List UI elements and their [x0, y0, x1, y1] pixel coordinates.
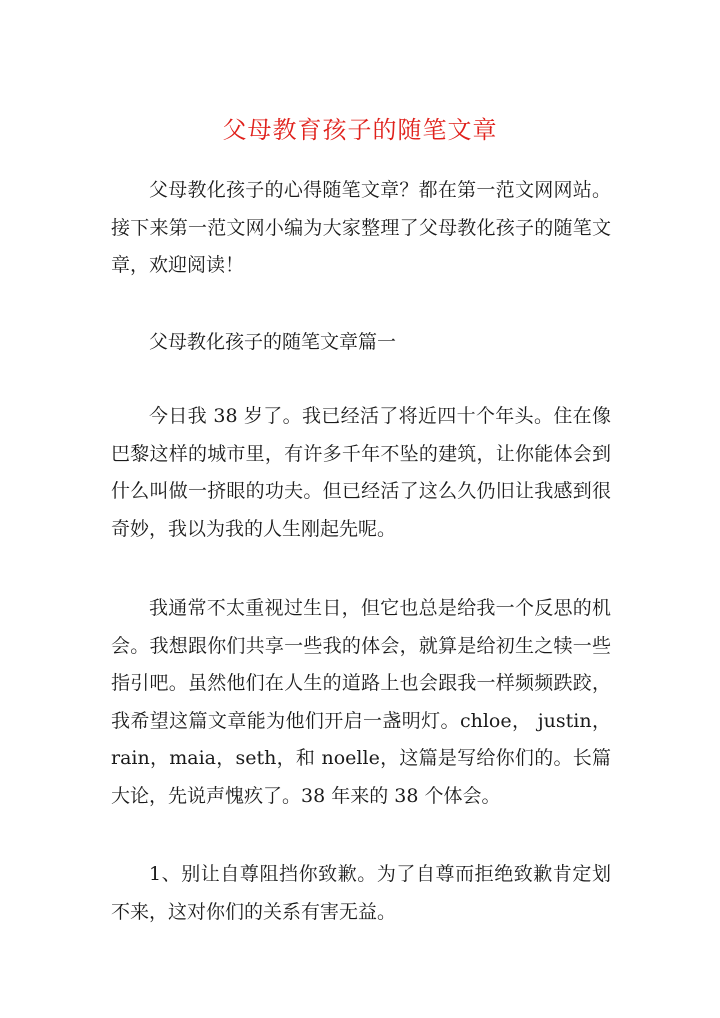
body-paragraph: 今日我 38 岁了。我已经活了将近四十个年头。住在像巴黎这样的城市里，有许多千年不坠的建筑，让你能体会到什么叫做一挤眼的功夫。但已经活了这么久仍旧让我感到很奇妙，我以为我的人生刚起先呢。: [111, 405, 611, 540]
list-item-paragraph: 1、别让自尊阻挡你致歉。为了自尊而拒绝致歉肯定划不来，这对你们的关系有害无益。: [111, 863, 611, 923]
intro-paragraph: 父母教化孩子的心得随笔文章？都在第一范文网网站。接下来第一范文网小编为大家整理了父母教化孩子的随笔文章，欢迎阅读！: [111, 179, 611, 276]
section-heading: 父母教化孩子的随笔文章篇一: [149, 331, 397, 353]
body-paragraph: 我通常不太重视过生日，但它也总是给我一个反思的机会。我想跟你们共享一些我的体会，就算是给初生之犊一些指引吧。虽然他们在人生的道路上也会跟我一样频频跌跤，我希望这篇文章能为他们开启一盏明灯。chloe， justin，rain，maia，seth，和 noelle，这篇是写给你们的。长篇大论，先说声愧疚了。38 年来的 38 个体会。: [111, 597, 611, 807]
page-title: 父母教育孩子的随笔文章: [222, 116, 498, 144]
